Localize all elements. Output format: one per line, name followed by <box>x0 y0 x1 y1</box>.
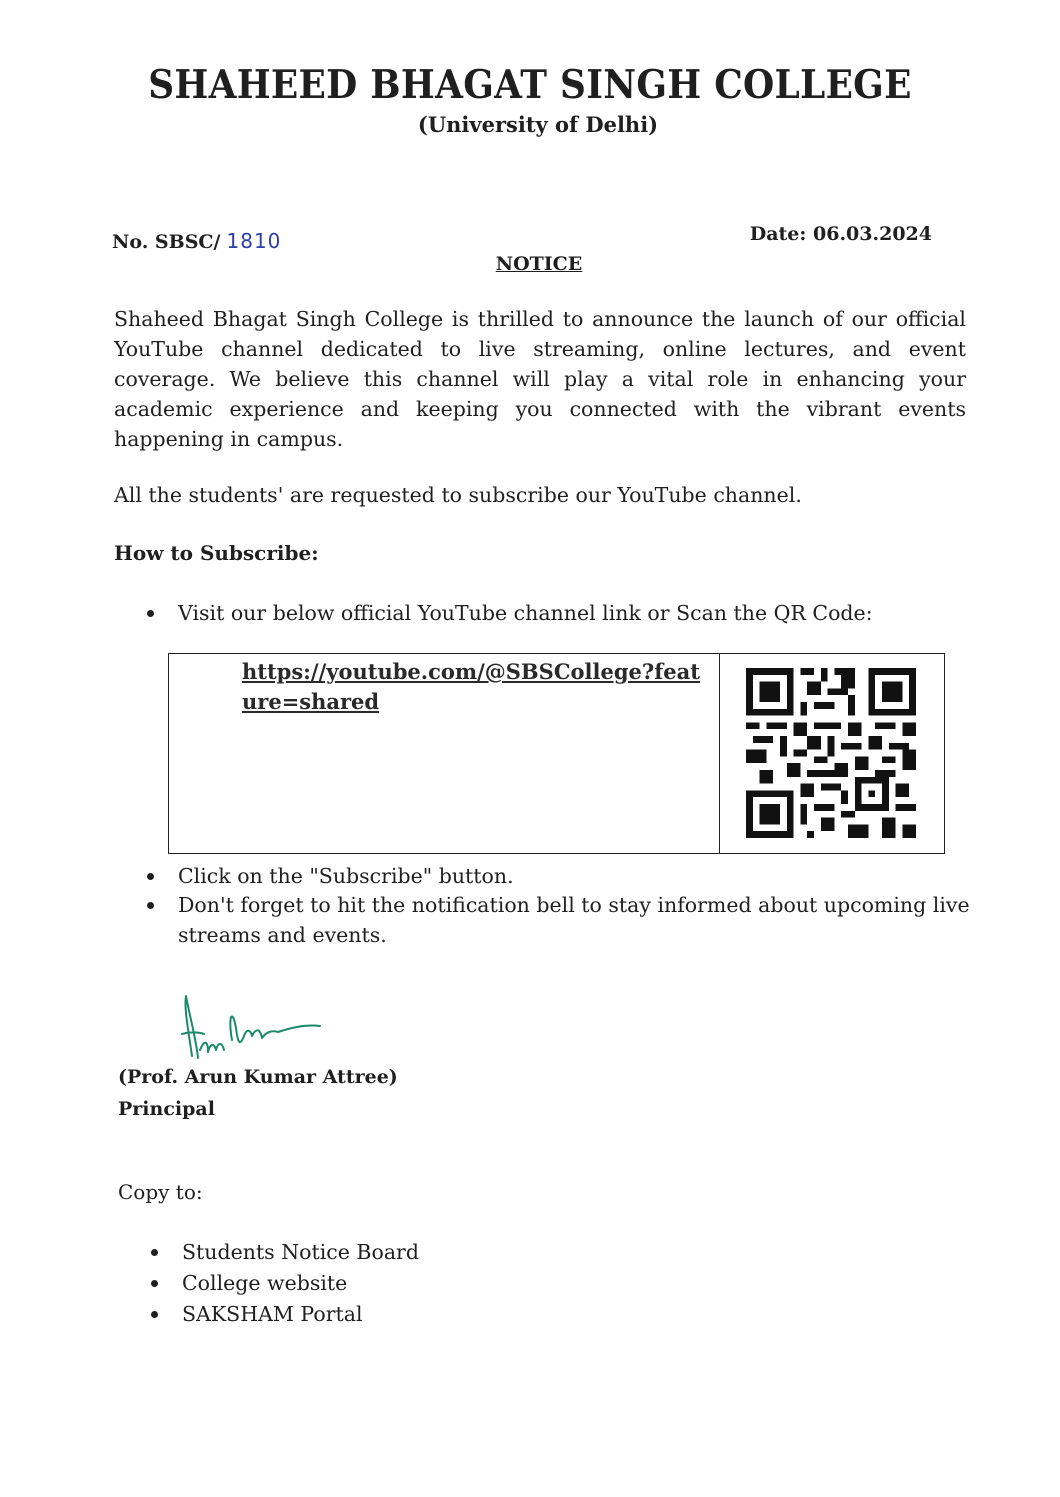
bullet-icon <box>151 1249 158 1256</box>
request-paragraph: All the students' are requested to subscribe our YouTube channel. <box>114 483 802 507</box>
step-item <box>178 890 978 950</box>
university-name: (University of Delhi) <box>417 112 659 137</box>
bullet-icon <box>151 1280 158 1287</box>
notice-date: Date: 06.03.2024 <box>749 223 932 245</box>
step-text: Click on the "Subscribe" button. <box>178 864 514 888</box>
copy-to-item: Students Notice Board <box>182 1240 419 1264</box>
signatory-title: Principal <box>118 1098 215 1120</box>
list-item <box>182 1237 682 1267</box>
announcement-paragraph: Shaheed Bhagat Singh College is thrilled to announce the launch of our official YouTube channel dedicated to live streaming, online lectures, and event coverage. We believe this channel will play a vital role in enhancing your academic experience and keeping you connected with the vibrant events happening in campus. <box>114 307 966 451</box>
reference-handwritten-number: 1810 <box>226 229 282 253</box>
list-item <box>182 1268 682 1298</box>
bullet-icon <box>151 1311 158 1318</box>
reference-prefix: No. SBSC/ <box>112 231 221 253</box>
signatory-block <box>118 1061 398 1125</box>
copy-to-label: Copy to: <box>118 1180 203 1204</box>
channel-link-table <box>168 653 945 854</box>
how-to-subscribe-heading: How to Subscribe: <box>114 541 319 565</box>
college-name: SHAHEED BHAGAT SINGH COLLEGE <box>148 62 912 108</box>
reference-number <box>112 229 281 253</box>
step-item <box>178 861 978 891</box>
link-cell <box>169 654 720 853</box>
notice-title: NOTICE <box>495 253 583 275</box>
copy-to-item: SAKSHAM Portal <box>182 1302 363 1326</box>
step-text: Don't forget to hit the notification bell to stay informed about upcoming live streams and events. <box>178 893 970 947</box>
list-item <box>182 1299 682 1329</box>
step-text: Visit our below official YouTube channel link or Scan the QR Code: <box>178 601 873 625</box>
qr-code-icon[interactable] <box>746 664 916 842</box>
bullet-icon <box>147 610 154 617</box>
signatory-name: (Prof. Arun Kumar Attree) <box>118 1066 398 1088</box>
youtube-channel-link[interactable]: https://youtube.com/@SBSCollege?feature=shared <box>242 659 700 714</box>
bullet-icon <box>147 873 154 880</box>
bullet-icon <box>147 902 154 909</box>
copy-to-item: College website <box>182 1271 348 1295</box>
step-item <box>178 598 978 628</box>
